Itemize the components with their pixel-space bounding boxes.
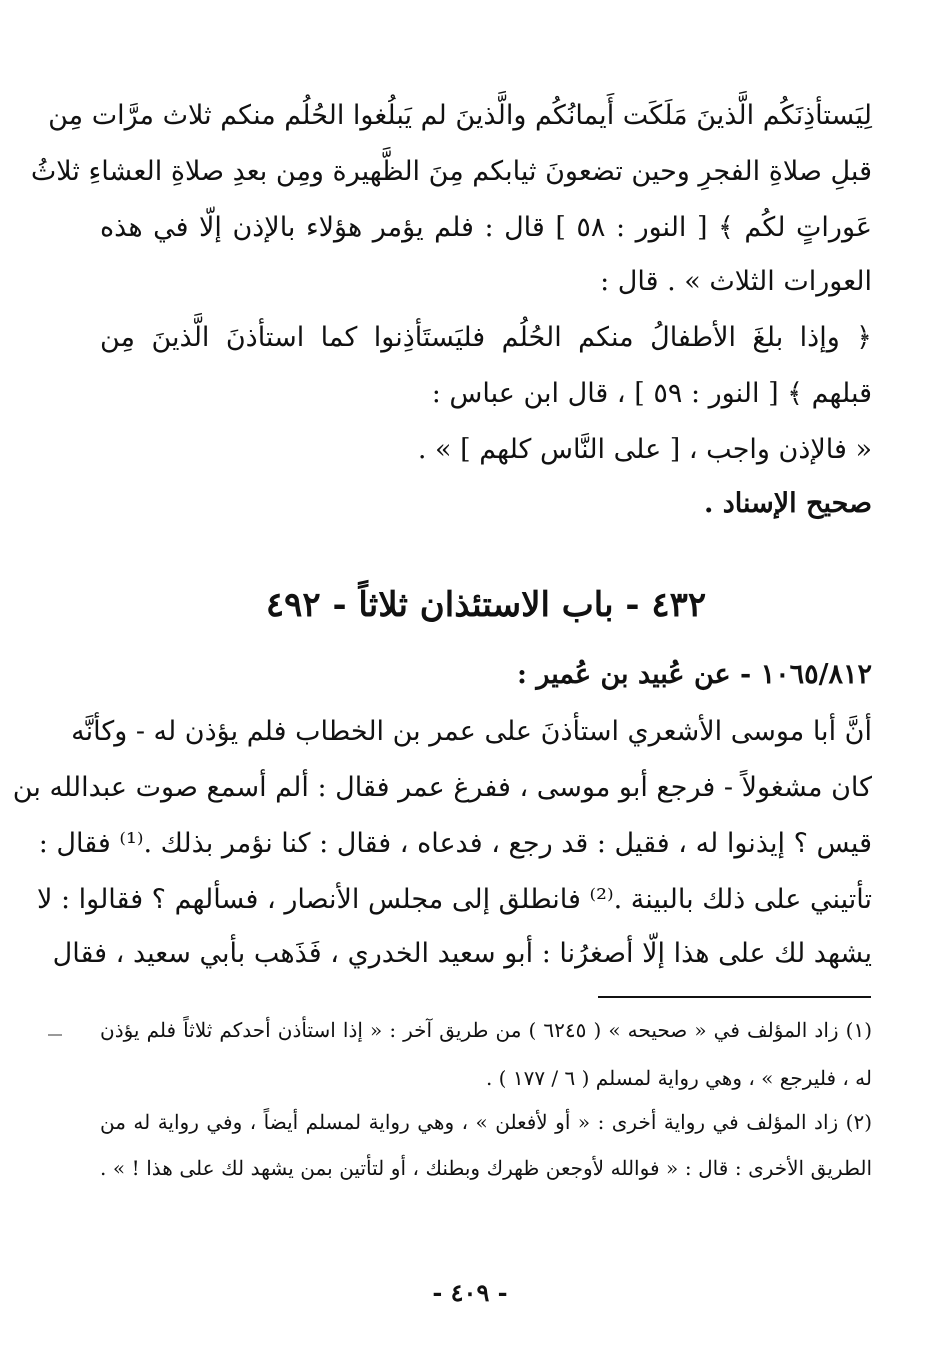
text-line: لِيَستأذِنَكُم الَّذينَ مَلَكَت أَيمانُكُم والَّذينَ لم يَبلُغوا الحُلُم منكم ثلاث مرَّات مِن	[48, 100, 872, 131]
page-number: - ٤٠٩ -	[432, 1278, 508, 1307]
text-line: قيس ؟ إيذنوا له ، فقيل : قد رجع ، فدعاه ، فقال : كنا نؤمر بذلك .⁽¹⁾ فقال :	[38, 828, 872, 859]
text-line: عَوراتٍ لكُم ﴾ [ النور : ٥٨ ] قال : فلم يؤمر هؤلاء بالإذن إلّا في هذه	[100, 212, 873, 243]
text-line: أنَّ أبا موسى الأشعري استأذنَ على عمر بن الخطاب فلم يؤذن له - وكأنَّه	[71, 716, 872, 747]
footnote-line: (١) زاد المؤلف في « صحيحه » ( ٦٢٤٥ ) من طريق آخر : « إذا استأذن أحدكم ثلاثاً فلم يؤذن	[100, 1018, 872, 1042]
text-line: تأتيني على ذلك بالبينة .⁽²⁾ فانطلق إلى مجلس الأنصار ، فسألهم ؟ فقالوا : لا	[36, 884, 872, 915]
hadith-number-line: ١٠٦٥/٨١٢ - عن عُبيد بن عُمير :	[516, 659, 872, 690]
text-line: يشهد لك على هذا إلّا أصغرُنا : أبو سعيد الخدري ، فَذَهب بأبي سعيد ، فقال	[52, 938, 872, 969]
grading-line: صحيح الإسناد .	[703, 488, 872, 519]
text-line: قبلِ صلاةِ الفجرِ وحين تضعونَ ثيابكم مِنَ الظَّهيرة ومِن بعدِ صلاةِ العشاءِ ثلاثُ	[30, 156, 872, 187]
text-line: العورات الثلاث » . قال :	[600, 266, 872, 297]
chapter-heading: ٤٣٢ - باب الاستئذان ثلاثاً - ٤٩٢	[265, 585, 707, 625]
text-line: قبلهم ﴾ [ النور : ٥٩ ] ، قال ابن عباس :	[431, 378, 872, 409]
text-line: ﴿ وإذا بلغَ الأطفالُ منكم الحُلُم فليَستَأذِنوا كما استأذنَ الَّذينَ مِن	[100, 322, 872, 353]
footnote-separator	[598, 996, 871, 998]
footnote-line: له ، فليرجع » ، وهي رواية لمسلم ( ٦ / ١٧٧ ) .	[485, 1066, 872, 1090]
text-line: « فالإذن واجب ، [ على النَّاس كلهم ] » .	[417, 434, 872, 465]
footnote-line: الطريق الأخرى : قال : « فوالله لأوجعن ظهرك وبطنك ، أو لتأتين بمن يشهد لك على هذا ! » .	[100, 1156, 872, 1180]
text-line: كان مشغولاً - فرجع أبو موسى ، ففرغ عمر فقال : ألم أسمع صوت عبدالله بن	[12, 772, 872, 803]
scan-speck	[48, 1034, 62, 1036]
footnote-line: (٢) زاد المؤلف في رواية أخرى : « أو لأفعلن » ، وهي رواية لمسلم أيضاً ، وفي رواية له من	[100, 1110, 872, 1134]
